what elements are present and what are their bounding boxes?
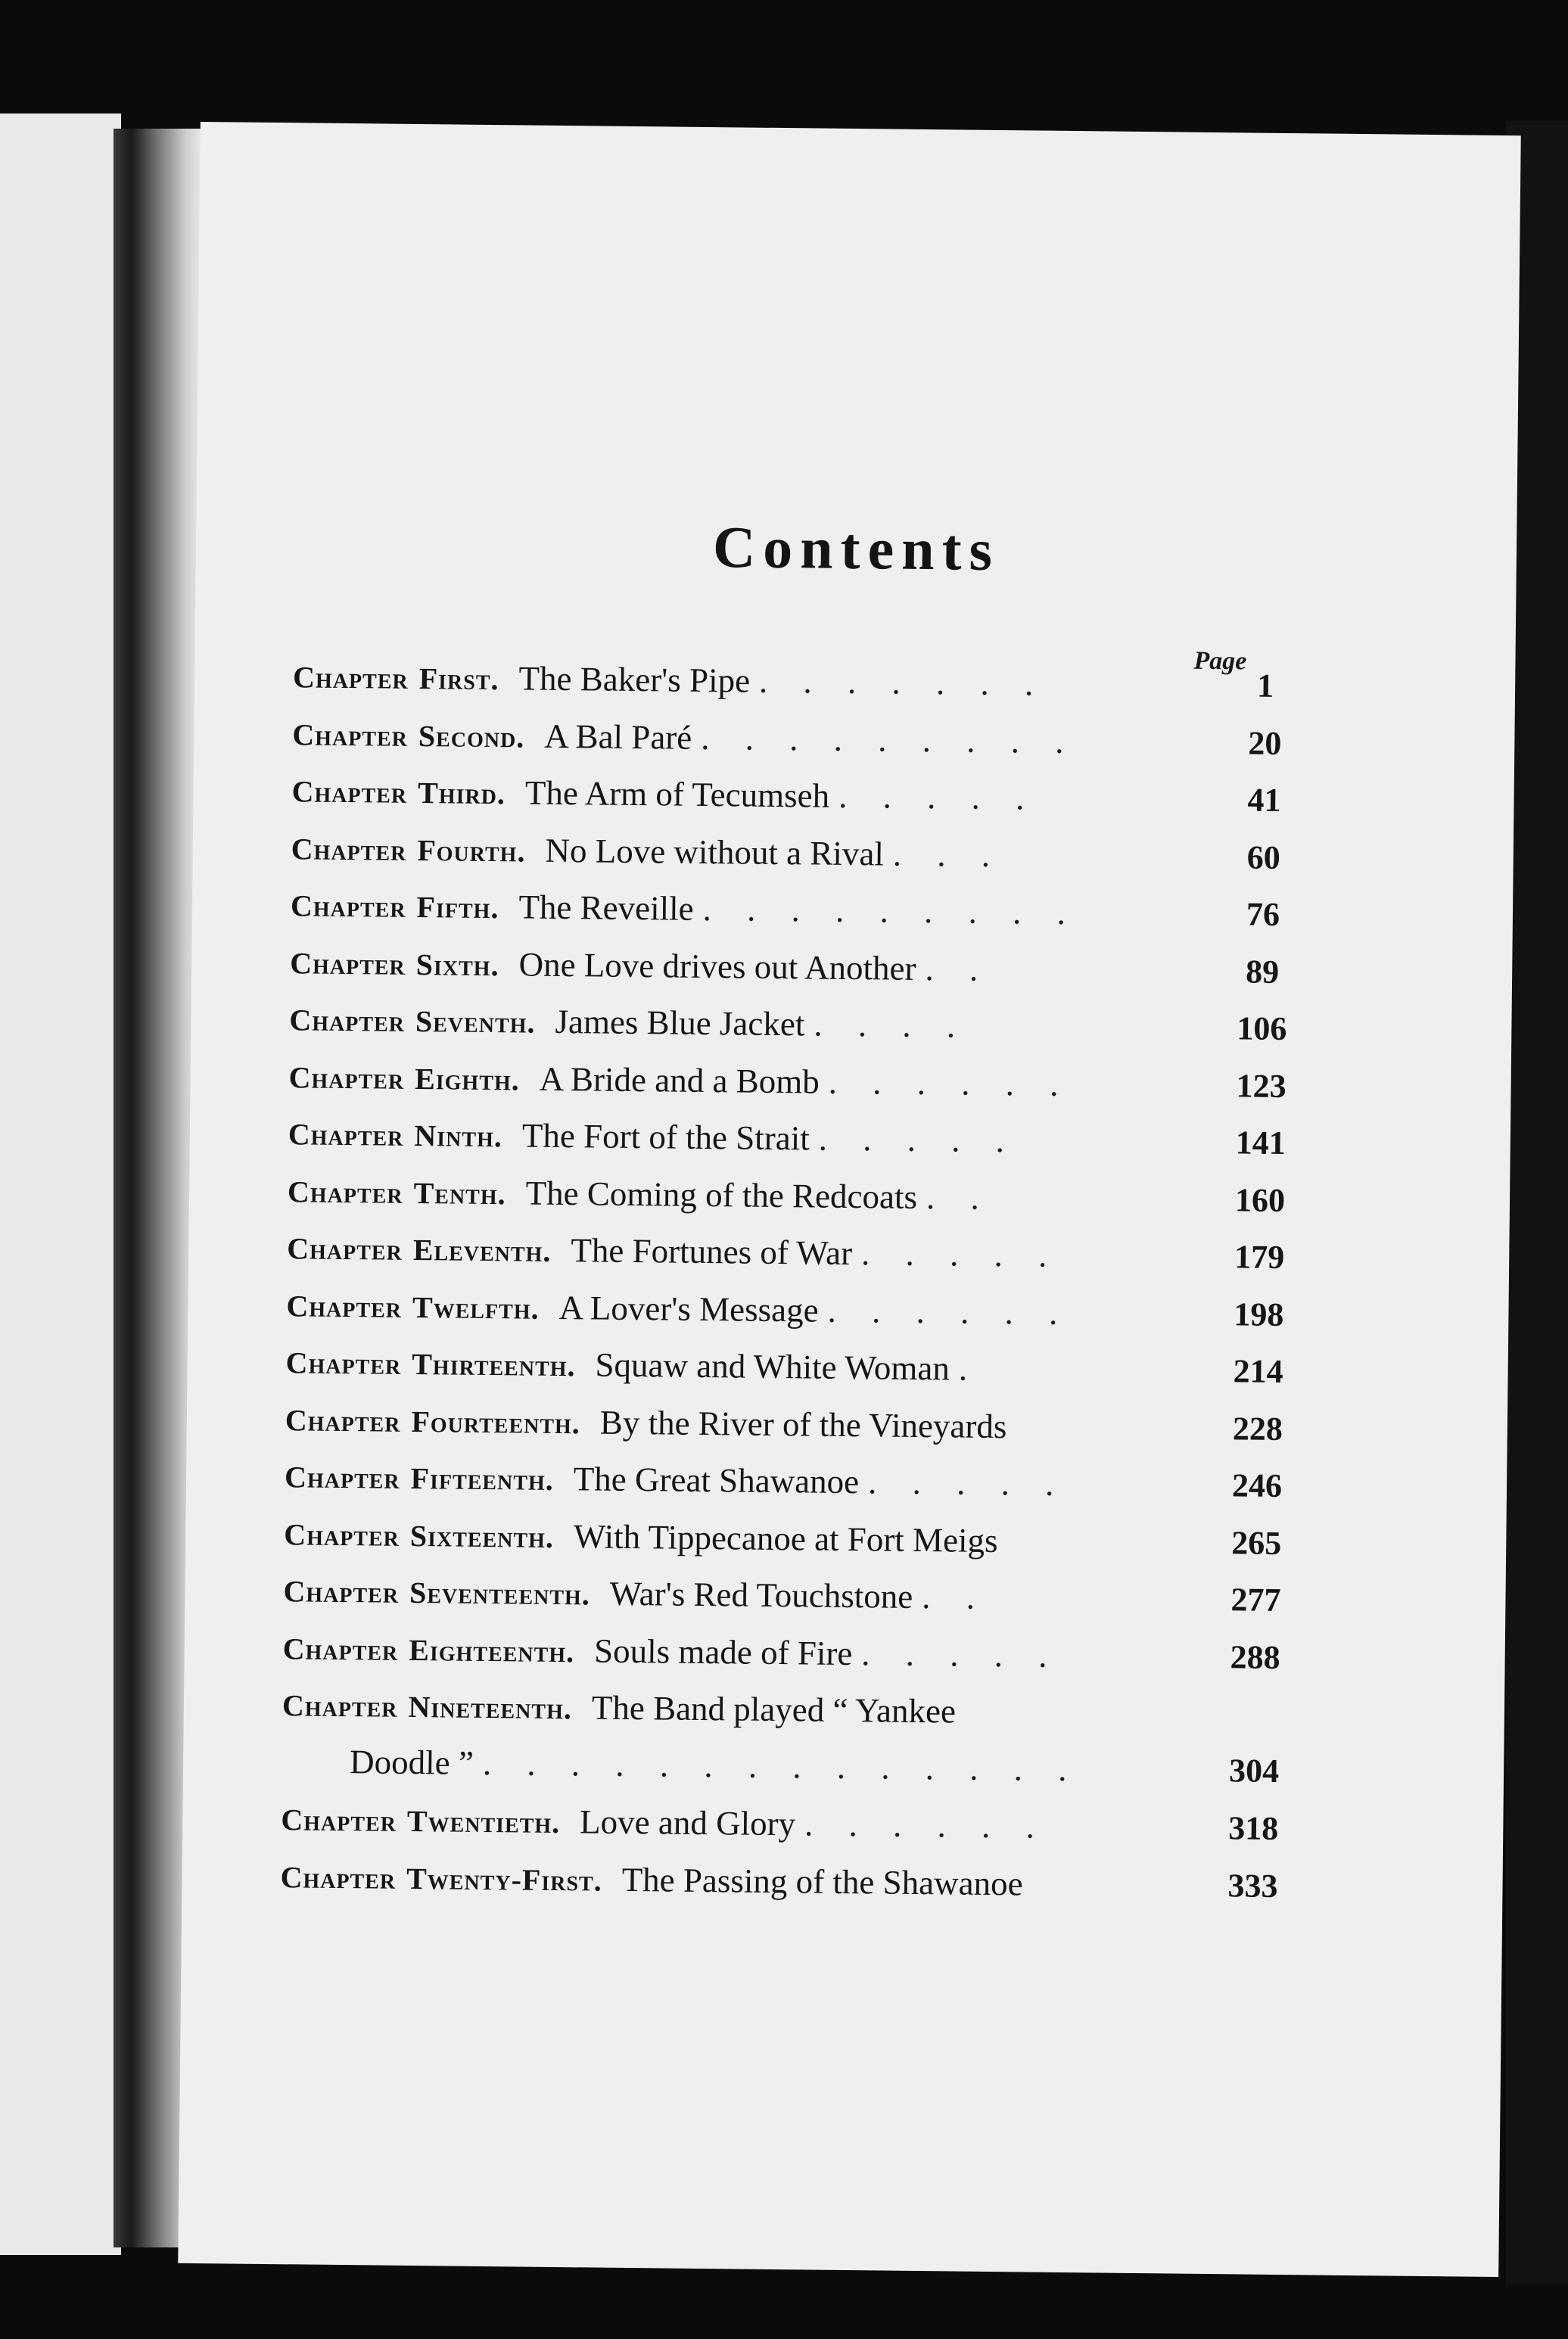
toc-entry bbox=[283, 1570, 1298, 1638]
chapter-title: The Arm of Tecumseh bbox=[524, 773, 830, 815]
dot-leader: . . bbox=[921, 1578, 989, 1616]
page-title: Contents bbox=[712, 514, 1000, 583]
chapter-title: With Tippecanoe at Fort Meigs bbox=[573, 1516, 998, 1560]
dot-leader: . . bbox=[926, 1177, 994, 1217]
chapter-ordinal: Eighth. bbox=[414, 1061, 521, 1096]
toc-entry-line bbox=[291, 885, 1079, 932]
chapter-ordinal: Twenty-First. bbox=[406, 1861, 602, 1898]
toc-entry-line bbox=[286, 1285, 1071, 1333]
toc-entry-line bbox=[285, 1342, 981, 1389]
toc-entry bbox=[291, 885, 1305, 953]
dot-leader: . . . . . . bbox=[827, 1291, 1072, 1332]
chapter-title: A Bal Paré bbox=[544, 717, 692, 757]
dot-leader: . . . . . bbox=[860, 1234, 1061, 1274]
page-number: 277 bbox=[1230, 1581, 1281, 1619]
chapter-title: The Band played “ Yankee bbox=[591, 1688, 957, 1731]
dot-leader: . . . . . . bbox=[828, 1062, 1072, 1103]
chapter-word: Chapter bbox=[281, 1802, 397, 1838]
chapter-title: Squaw and White Woman bbox=[595, 1345, 950, 1388]
toc-entry bbox=[285, 1342, 1300, 1410]
chapter-word: Chapter bbox=[288, 1059, 405, 1096]
chapter-ordinal: Sixth. bbox=[415, 947, 499, 982]
toc-entry bbox=[288, 1113, 1302, 1181]
dot-leader: . . . . . . . . . bbox=[701, 718, 1078, 760]
toc-entry-continuation bbox=[350, 1742, 1081, 1789]
toc-entry bbox=[289, 999, 1304, 1067]
page-number: 333 bbox=[1227, 1866, 1278, 1905]
dot-leader: . . . bbox=[892, 835, 1004, 874]
toc-entry bbox=[282, 1684, 1297, 1809]
toc-entry-line bbox=[291, 770, 1038, 817]
chapter-word: Chapter bbox=[284, 1460, 400, 1495]
page-number: 214 bbox=[1233, 1352, 1283, 1391]
toc-entry-line bbox=[283, 1570, 988, 1617]
chapter-ordinal: Thirteenth. bbox=[412, 1346, 576, 1383]
page-number: 288 bbox=[1230, 1638, 1280, 1676]
toc-entry bbox=[287, 1227, 1302, 1295]
page-number: 160 bbox=[1234, 1180, 1286, 1219]
chapter-title: A Bride and a Bomb bbox=[539, 1059, 820, 1101]
chapter-ordinal: Nineteenth. bbox=[408, 1689, 573, 1726]
toc-entry-line bbox=[282, 1628, 1060, 1675]
chapter-word: Chapter bbox=[282, 1688, 398, 1724]
page-number: 304 bbox=[1228, 1752, 1280, 1790]
chapter-title: The Great Shawanoe bbox=[573, 1460, 860, 1501]
chapter-title: War's Red Touchstone bbox=[609, 1574, 913, 1616]
page-column-header: Page bbox=[1193, 646, 1247, 676]
toc-entry-line bbox=[292, 714, 1078, 761]
page-number: 318 bbox=[1228, 1809, 1279, 1847]
chapter-ordinal: Sixteenth. bbox=[409, 1518, 555, 1554]
page-number: 123 bbox=[1236, 1066, 1286, 1105]
toc-entry bbox=[282, 1628, 1297, 1696]
dot-leader: . . . . . . . . . . . . . . bbox=[482, 1743, 1081, 1789]
dot-leader: . . bbox=[925, 949, 992, 988]
toc-entry-line bbox=[282, 1684, 957, 1731]
chapter-title: No Love without a Rival bbox=[545, 831, 885, 872]
chapter-title: One Love drives out Another bbox=[518, 944, 916, 988]
chapter-word: Chapter bbox=[282, 1631, 399, 1667]
chapter-word: Chapter bbox=[285, 1402, 401, 1439]
toc-entry-line bbox=[284, 1513, 1007, 1560]
toc-entry bbox=[290, 942, 1305, 1010]
chapter-ordinal: Second. bbox=[418, 718, 525, 754]
facing-page-edge bbox=[0, 114, 121, 2255]
page-number: 246 bbox=[1231, 1467, 1283, 1505]
toc-entry bbox=[293, 656, 1308, 724]
toc-entry-line bbox=[291, 828, 1004, 875]
chapter-ordinal: Seventh. bbox=[415, 1003, 536, 1040]
page-number: 41 bbox=[1247, 781, 1281, 819]
page-number: 179 bbox=[1234, 1238, 1285, 1277]
toc-entry-line bbox=[288, 1171, 993, 1218]
toc-entry-line bbox=[293, 656, 1047, 703]
page-number: 228 bbox=[1232, 1409, 1283, 1448]
dot-leader: . . . . . bbox=[838, 776, 1038, 817]
toc-entry-line bbox=[280, 1856, 1032, 1903]
chapter-ordinal: Twentieth. bbox=[406, 1803, 561, 1840]
chapter-word: Chapter bbox=[285, 1345, 402, 1381]
chapter-word: Chapter bbox=[291, 831, 407, 867]
toc-entry bbox=[288, 1056, 1303, 1124]
chapter-ordinal: First. bbox=[418, 661, 499, 697]
toc-entry-line bbox=[285, 1456, 1068, 1504]
toc-entry bbox=[284, 1513, 1299, 1582]
dot-leader: . . . . . . . bbox=[758, 661, 1047, 703]
toc-entry bbox=[281, 1799, 1296, 1867]
page-number: 141 bbox=[1235, 1124, 1286, 1162]
chapter-word: Chapter bbox=[289, 1003, 406, 1038]
page-number: 76 bbox=[1246, 895, 1280, 933]
chapter-word: Chapter bbox=[284, 1516, 400, 1553]
chapter-title: By the River of the Vineyards bbox=[599, 1403, 1007, 1445]
page-number: 1 bbox=[1256, 667, 1274, 704]
chapter-title: The Passing of the Shawanoe bbox=[621, 1860, 1023, 1902]
toc-entry bbox=[292, 714, 1307, 782]
toc-entry bbox=[285, 1399, 1299, 1467]
toc-entry-line bbox=[285, 1399, 1016, 1446]
chapter-word: Chapter bbox=[291, 774, 408, 810]
dot-leader: . bbox=[958, 1349, 982, 1388]
dot-leader: . . . . . bbox=[867, 1463, 1068, 1504]
chapter-ordinal: Twelfth. bbox=[412, 1289, 540, 1326]
page-number: 198 bbox=[1234, 1295, 1284, 1333]
page-number: 265 bbox=[1231, 1523, 1282, 1562]
dot-leader: . . . . . bbox=[818, 1119, 1019, 1160]
chapter-ordinal: Third. bbox=[417, 775, 506, 811]
toc-entry-line bbox=[288, 1056, 1072, 1104]
dot-leader: . . . . . bbox=[861, 1634, 1061, 1675]
dot-leader: . . . . . . bbox=[804, 1805, 1049, 1846]
chapter-word: Chapter bbox=[292, 660, 409, 695]
chapter-ordinal: Ninth. bbox=[414, 1118, 503, 1154]
chapter-title: A Lover's Message bbox=[558, 1288, 819, 1330]
page-number: 89 bbox=[1245, 952, 1280, 991]
chapter-word: Chapter bbox=[283, 1574, 400, 1610]
chapter-word: Chapter bbox=[280, 1859, 397, 1896]
table-of-contents bbox=[280, 656, 1307, 1924]
chapter-title: James Blue Jacket bbox=[555, 1002, 805, 1044]
chapter-word: Chapter bbox=[292, 717, 409, 753]
chapter-word: Chapter bbox=[290, 888, 406, 924]
chapter-ordinal: Fourth. bbox=[417, 832, 526, 868]
dot-leader: . . . . . . . . . bbox=[702, 889, 1080, 932]
chapter-title: The Fortunes of War bbox=[571, 1231, 853, 1273]
toc-entry bbox=[291, 828, 1305, 896]
toc-entry bbox=[291, 770, 1306, 838]
chapter-title: The Fort of the Strait bbox=[521, 1116, 810, 1158]
toc-entry-line bbox=[288, 1113, 1019, 1160]
chapter-word: Chapter bbox=[286, 1288, 403, 1324]
chapter-ordinal: Eighteenth. bbox=[409, 1632, 575, 1669]
chapter-title: Love and Glory bbox=[579, 1802, 796, 1843]
page-number: 106 bbox=[1237, 1009, 1287, 1048]
chapter-ordinal: Fifth. bbox=[416, 889, 499, 925]
dot-leader bbox=[1031, 1865, 1032, 1902]
chapter-ordinal: Fourteenth. bbox=[411, 1404, 581, 1440]
toc-entry bbox=[288, 1171, 1302, 1239]
toc-entry-line bbox=[290, 942, 992, 989]
toc-entry-line bbox=[281, 1799, 1048, 1846]
chapter-title: The Baker's Pipe bbox=[518, 659, 751, 700]
chapter-word: Chapter bbox=[287, 1231, 403, 1267]
chapter-ordinal: Tenth. bbox=[413, 1175, 506, 1211]
page-number: 20 bbox=[1248, 723, 1282, 762]
toc-entry bbox=[280, 1856, 1295, 1924]
chapter-word: Chapter bbox=[289, 945, 406, 981]
chapter-title: The Reveille bbox=[518, 888, 694, 928]
page-number: 60 bbox=[1246, 838, 1281, 876]
chapter-word: Chapter bbox=[288, 1117, 404, 1152]
toc-entry bbox=[285, 1456, 1299, 1524]
chapter-title: Souls made of Fire bbox=[593, 1631, 853, 1672]
toc-entry bbox=[286, 1285, 1301, 1353]
toc-entry-line bbox=[289, 999, 969, 1045]
toc-entry-line bbox=[287, 1227, 1061, 1275]
chapter-ordinal: Seventeenth. bbox=[409, 1575, 591, 1612]
contents-page bbox=[178, 122, 1521, 2277]
chapter-title: The Coming of the Redcoats bbox=[525, 1174, 918, 1216]
chapter-title-continuation: Doodle ” bbox=[349, 1743, 474, 1782]
chapter-word: Chapter bbox=[287, 1174, 403, 1210]
dot-leader: . . . . bbox=[814, 1005, 969, 1045]
chapter-ordinal: Eleventh. bbox=[412, 1232, 552, 1268]
dot-leader bbox=[1006, 1522, 1007, 1560]
chapter-ordinal: Fifteenth. bbox=[410, 1460, 555, 1497]
